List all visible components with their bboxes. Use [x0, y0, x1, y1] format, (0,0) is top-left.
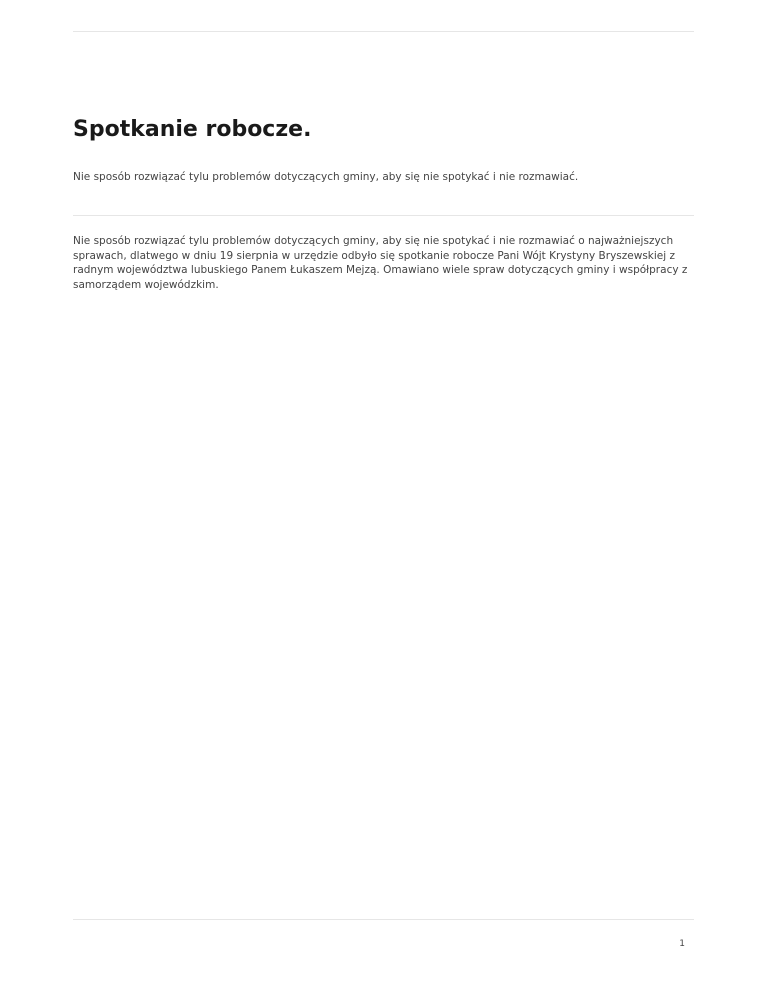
- article-lead: Nie sposób rozwiązać tylu problemów dotyczących gminy, aby się nie spotykać i nie rozmawiać.: [73, 171, 579, 183]
- page-number: 1: [679, 939, 685, 949]
- section-divider: [73, 215, 694, 216]
- footer-divider: [73, 919, 694, 920]
- page-title: Spotkanie robocze.: [73, 117, 312, 142]
- article-body: Nie sposób rozwiązać tylu problemów dotyczących gminy, aby się nie spotykać i nie rozmawiać o najważniejszych sprawach, dlatwego w dniu 19 sierpnia w urzędzie odbyło się spotkanie robocze Pani Wójt Krystyny Bryszewskiej z radnym województwa lubuskiego Panem Łukaszem Mejzą. Omawiano wiele spraw dotyczących gminy i współpracy z samorządem wojewódzkim.: [73, 235, 688, 291]
- top-divider: [73, 31, 694, 32]
